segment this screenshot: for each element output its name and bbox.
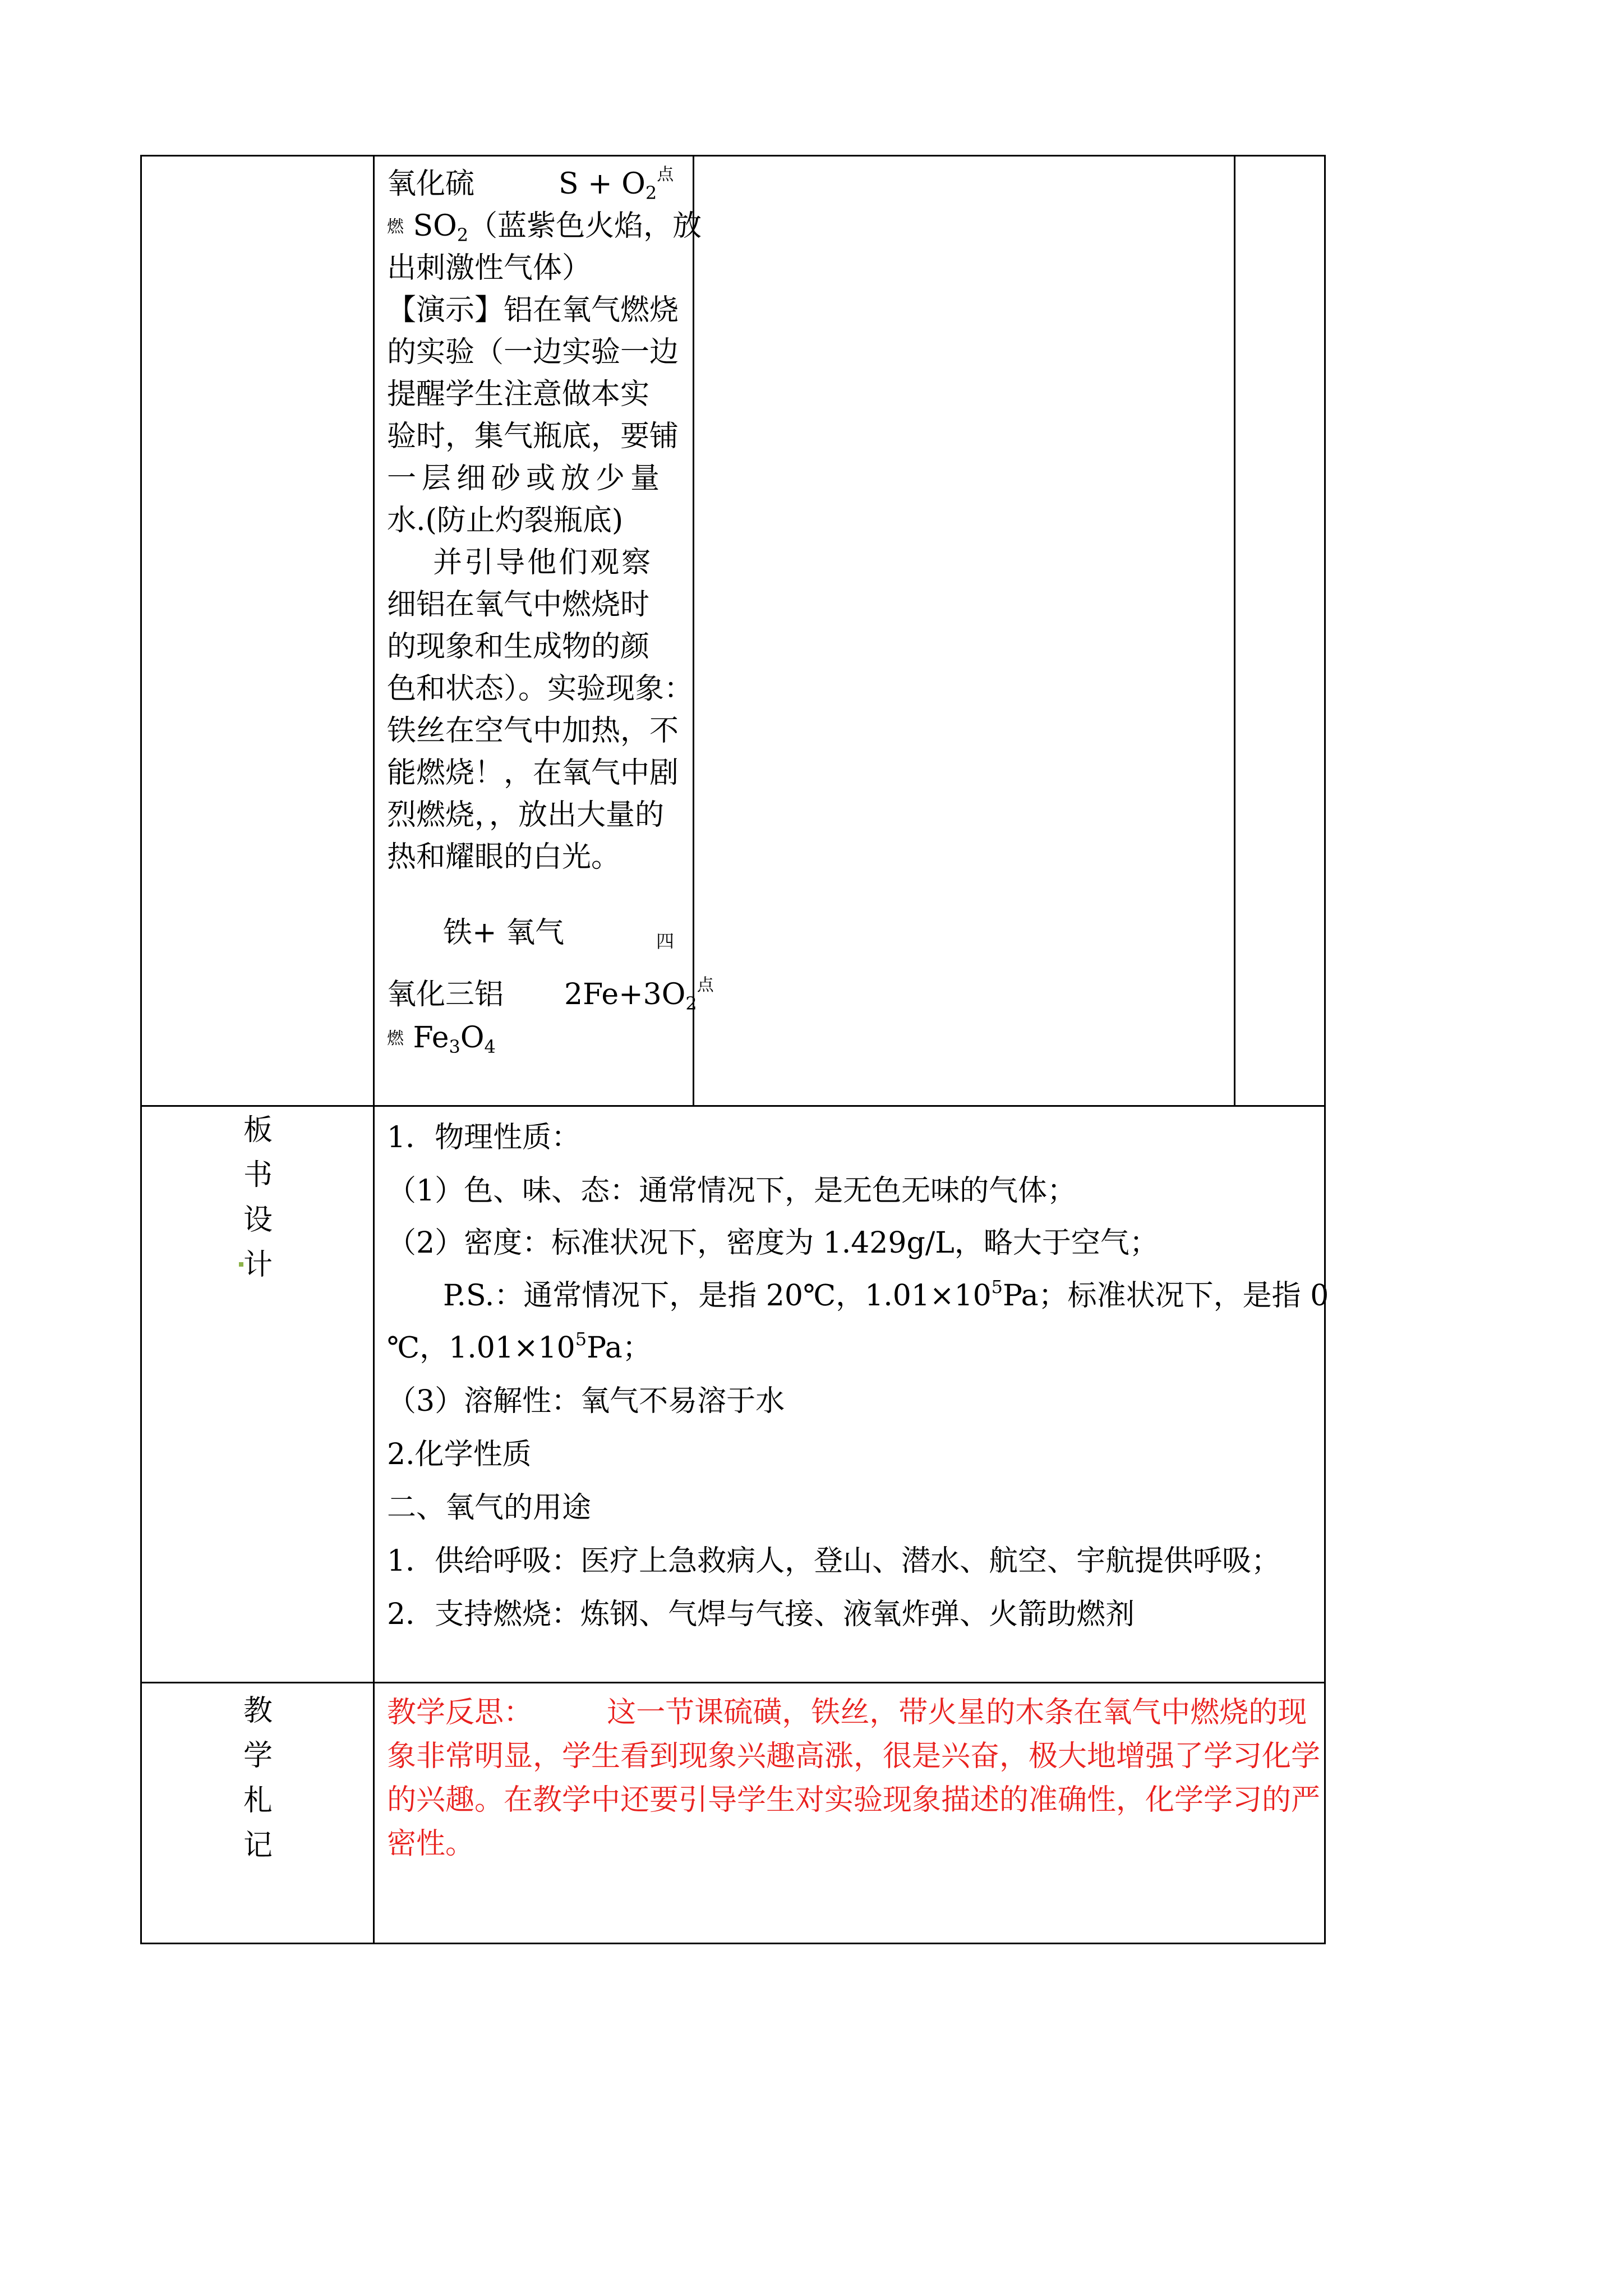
demo-line-5: 一层细砂或放少量 (387, 462, 666, 495)
iron-word-equation: 铁+ 氧气 (443, 916, 565, 950)
reflection-line-1: 教学反思： 这一节课硫磺，铁丝，带火星的木条在氧气中燃烧的现 (387, 1696, 1307, 1729)
board-line-6: 二、氧气的用途 (387, 1491, 592, 1525)
board-label-char-3: 设 (243, 1203, 273, 1237)
table-inner-divider-a (693, 155, 694, 1107)
table-column-divider (373, 155, 375, 1944)
ignite-mark-bottom: 燃 (387, 1029, 404, 1048)
board-line-4: （3）溶解性：氧气不易溶于水 (387, 1384, 785, 1418)
demo-line-8: 细铝在氧气中燃烧时 (387, 588, 650, 622)
demo-line-6: 水.(防止灼裂瓶底) (387, 504, 624, 537)
board-line-7: 1．供给呼吸：医疗上急救病人，登山、潜水、航空、宇航提供呼吸； (387, 1544, 1281, 1578)
notes-label-char-2: 学 (243, 1739, 273, 1773)
table-border-top (140, 155, 1326, 157)
reflection-line-3: 的兴趣。在教学中还要引导学生对实验现象描述的准确性，化学学习的严 (387, 1783, 1321, 1817)
board-line-8: 2．支持燃烧：炼钢、气焊与气接、液氧炸弹、火箭助燃剂 (387, 1598, 1135, 1631)
demo-line-2: 的实验（一边实验一边 (387, 335, 679, 369)
notes-label-char-4: 记 (243, 1829, 273, 1862)
notes-label-char-3: 札 (243, 1784, 273, 1818)
iron-reaction-line-1: 氧化三铝 $2Fe+3O_2^点$ (387, 976, 714, 1014)
board-line-1: 1．物理性质： (387, 1121, 581, 1154)
demo-line-7: 并引导他们观察 (387, 546, 653, 579)
board-line-5: 2.化学性质 (387, 1438, 532, 1471)
ignite-mark-top: 点 (697, 976, 714, 995)
sulfur-reaction-line-3: 出刺激性气体） (387, 251, 592, 285)
board-line-2: （1）色、味、态：通常情况下，是无色无味的气体； (387, 1174, 1077, 1208)
demo-line-14: 热和耀眼的白光。 (387, 840, 621, 874)
table-border-left (140, 155, 142, 1944)
demo-line-12: 能燃烧！，在氧气中剧 (387, 756, 679, 790)
board-line-3: （2）密度：标准状况下，密度为 1.429g/L，略大于空气； (387, 1226, 1159, 1260)
reflection-line-4: 密性。 (387, 1827, 475, 1861)
board-label-char-4: 计 (243, 1248, 273, 1282)
marker-dot (239, 1262, 243, 1267)
ignite-mark-top: 点 (657, 165, 674, 185)
demo-line-13: 烈燃烧，，放出大量的 (387, 798, 665, 832)
ignite-mark-bottom: 燃 (387, 217, 404, 237)
board-ps-line-2: ℃，$1.01\times 10^5Pa$； (387, 1328, 652, 1365)
demo-line-11: 铁丝在空气中加热，不 (387, 714, 679, 748)
iron-marker: 四 (656, 931, 675, 952)
table-border-right (1324, 155, 1326, 1944)
demo-line-9: 的现象和生成物的颜 (387, 630, 650, 664)
table-divider-2 (140, 1682, 1326, 1683)
demo-line-1: 【演示】铝在氧气燃烧 (387, 293, 679, 327)
demo-line-10: 色和状态）。实验现象： (387, 672, 694, 706)
iron-reaction-line-2: 燃 $Fe_3O_4$ (387, 1021, 496, 1057)
board-label-char-2: 书 (243, 1158, 273, 1192)
sulfur-reaction-line-1: 氧化硫 $S + O_2^点$ (387, 165, 674, 204)
reflection-line-2: 象非常明显，学生看到现象兴趣高涨，很是兴奋，极大地增强了学习化学 (387, 1740, 1321, 1773)
board-ps-line-1: P.S.：通常情况下，是指 20℃，$1.01\times 10^5Pa$；标准状况下，是指 0 (443, 1276, 1329, 1313)
demo-line-3: 提醒学生注意做本实 (387, 378, 650, 411)
table-border-bottom (140, 1943, 1326, 1944)
table-inner-divider-b (1234, 155, 1235, 1107)
demo-line-4: 验时，集气瓶底，要铺 (387, 420, 679, 453)
notes-label-char-1: 教 (243, 1694, 273, 1728)
table-divider-1 (140, 1105, 1326, 1107)
sulfur-reaction-line-2: 燃 $SO_2$（蓝紫色火焰，放 (387, 209, 702, 246)
board-label-char-1: 板 (243, 1114, 273, 1147)
